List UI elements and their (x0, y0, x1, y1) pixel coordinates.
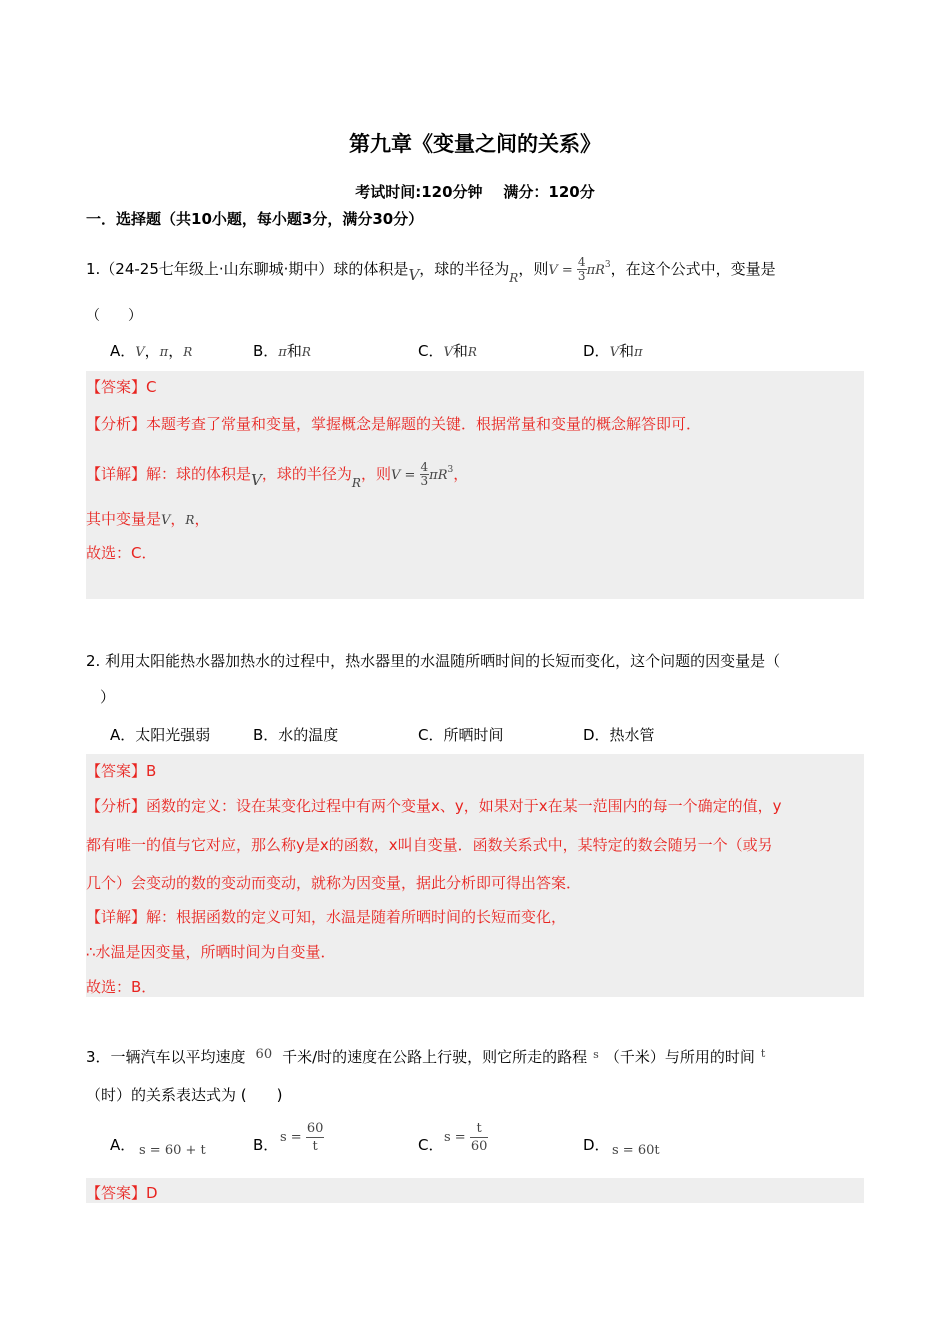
q1-formula-v: V (548, 263, 558, 278)
page-title: 第九章《变量之间的关系》 (349, 132, 601, 156)
q3-option-b-fraction (306, 1120, 325, 1155)
q2-analysis-line3: 几个）会变动的数的变动而变动，就称为因变量，据此分析即可得出答案． (86, 874, 582, 892)
q1-option-c-r: R (467, 345, 477, 359)
q1-option-a-comma2: ， (168, 342, 184, 360)
q3-option-c-label: C． (418, 1136, 444, 1154)
q3-symbol-s: s (593, 1048, 599, 1061)
q1-variables-v: V (161, 513, 171, 528)
q1-formula-numerator: 4 (577, 255, 586, 269)
q3-option-b-lhs: s = (280, 1130, 302, 1145)
q1-detail-formula-denominator: 3 (420, 474, 429, 488)
q1-option-b-label: B． (253, 342, 279, 360)
q3-option-b-numerator: 60 (306, 1121, 324, 1136)
q1-variables-comma2: ， (194, 510, 210, 528)
q3-answer: 【答案】D (86, 1184, 158, 1202)
q2-analysis-line2: 都有唯一的值与它对应，那么称y是x的函数，x叫自变量．函数关系式中，某特定的数会随另一个（或另 (86, 836, 773, 854)
q1-answer: 【答案】C (86, 378, 157, 396)
q1-option-d-label: D． (583, 342, 610, 360)
q3-option-c-fraction (470, 1120, 489, 1155)
q1-detail-r: R (351, 476, 361, 490)
q3-stem-line2: （时）的关系表达式为 ( ) (86, 1086, 283, 1104)
q1-formula (548, 255, 611, 283)
q1-detail-formula-v: V (390, 468, 401, 483)
q3-solution-box (86, 1178, 864, 1203)
q3-option-a (110, 1134, 135, 1155)
q1-variables-text: 其中变量是 (86, 510, 162, 528)
q2-answer: 【答案】B (86, 762, 157, 780)
q1-option-b-he: 和 (286, 342, 302, 360)
q1-detail-text-c: ，则 (360, 465, 391, 483)
q3-option-c (418, 1134, 443, 1155)
q2-analysis-text-1: 函数的定义：设在某变化过程中有两个变量x、y，如果对于x在某一范围内的每一个确定的值，y (146, 797, 782, 815)
q1-option-d-he: 和 (618, 342, 634, 360)
q1-option-a-v: V (135, 345, 145, 360)
q1-detail-formula-eq: = (400, 468, 420, 483)
q1-detail-text-a: 解：球的体积是 (146, 465, 252, 483)
q3-option-c-denominator: 60 (470, 1139, 488, 1154)
q1-variables-line (86, 508, 209, 529)
q1-option-d-pi: π (633, 345, 643, 360)
q2-analysis-line1 (86, 795, 782, 816)
q1-option-d-v: V (609, 345, 619, 360)
q1-formula-exponent: 3 (604, 260, 611, 270)
q1-detail-text-d: ， (453, 465, 469, 483)
q1-formula-fraction (577, 256, 587, 283)
q3-option-b-expr (280, 1120, 324, 1155)
q1-detail-v: V (251, 471, 262, 489)
q1-option-c-v: V (443, 345, 453, 360)
q1-detail (86, 457, 468, 489)
q1-option-c-label: C． (418, 342, 444, 360)
q3-option-b-label: B． (253, 1136, 279, 1154)
q1-detail-formula-exponent: 3 (447, 465, 454, 475)
q2-detail-label: 【详解】 (86, 908, 147, 926)
q1-option-b-r: R (301, 345, 311, 359)
q3-symbol-t: t (760, 1047, 766, 1060)
q3-stem-text-a: 3．一辆汽车以平均速度 (86, 1048, 246, 1066)
q1-option-c-he: 和 (452, 342, 468, 360)
q3-option-d (583, 1134, 610, 1155)
q3-option-a-label: A． (110, 1136, 136, 1154)
q1-stem-mid1: ，球的半径为 (419, 260, 510, 278)
q2-stem-end: ） (100, 688, 116, 706)
q1-formula-pi: π (586, 263, 596, 278)
q3-speed: 60 (255, 1047, 273, 1062)
q1-stem-suffix: ，在这个公式中，变量是 (610, 260, 776, 278)
q3-stem-text-b: 千米/时的速度在公路上行驶，则它所走的路程 (282, 1048, 588, 1066)
q2-choose: 故选：B． (86, 978, 157, 996)
q3-option-a-expr: s = 60 + t (139, 1143, 206, 1158)
q1-option-a-label: A． (110, 342, 136, 360)
q3-stem-text-c: （千米）与所用的时间 (604, 1048, 755, 1066)
q3-option-d-expr: s = 60t (612, 1143, 660, 1158)
q1-formula-eq: = (557, 263, 577, 278)
q2-option-a: A．太阳光强弱 (110, 726, 211, 744)
q1-detail-formula-r: R (437, 468, 448, 483)
q1-option-b-pi: π (278, 345, 287, 360)
q1-option-d (583, 340, 643, 361)
q1-detail-formula-fraction (420, 461, 430, 488)
q1-detail-label: 【详解】 (86, 465, 147, 483)
q1-option-a (110, 340, 192, 361)
q2-detail (86, 906, 566, 927)
q1-stem (86, 252, 776, 284)
q3-option-c-expr (444, 1120, 488, 1155)
q1-analysis (86, 413, 701, 434)
q3-option-d-label: D． (583, 1136, 610, 1154)
q1-variables-r: R (185, 513, 195, 527)
q1-choose: 故选：C． (86, 544, 157, 562)
q1-detail-formula-numerator: 4 (420, 460, 429, 474)
q1-blank: （ ） (86, 308, 142, 324)
q1-detail-text-b: ，球的半径为 (261, 465, 352, 483)
q1-option-a-pi: π (159, 345, 169, 360)
q1-detail-formula-pi: π (429, 468, 438, 483)
q1-option-a-comma1: ， (144, 342, 160, 360)
q2-conclusion: ∴水温是因变量，所晒时间为自变量． (86, 943, 336, 961)
q1-stem-prefix: 1.（24-25七年级上·山东聊城·期中）球的体积是 (86, 260, 409, 278)
q1-analysis-text: 本题考查了常量和变量，掌握概念是解题的关键．根据常量和变量的概念解答即可． (146, 415, 702, 433)
q1-symbol-r: R (509, 271, 519, 285)
q1-formula-r: R (595, 263, 605, 278)
q2-option-b: B．水的温度 (253, 726, 339, 744)
q2-detail-text: 解：根据函数的定义可知，水温是随着所晒时间的长短而变化， (146, 908, 567, 926)
section-heading: 一．选择题（共10小题，每小题3分，满分30分） (86, 210, 424, 228)
q2-analysis-label: 【分析】 (86, 797, 147, 815)
q3-stem (86, 1045, 771, 1071)
q1-variables-comma1: ， (170, 510, 186, 528)
q2-option-d: D．热水管 (583, 726, 655, 744)
q2-stem: 2. 利用太阳能热水器加热水的过程中，热水器里的水温随所晒时间的长短而变化，这个问题的因变量是（ (86, 652, 781, 670)
q1-stem-mid2: ，则 (518, 260, 549, 278)
q2-option-c: C．所晒时间 (418, 726, 504, 744)
q3-option-c-lhs: s = (444, 1130, 466, 1145)
q1-option-b (253, 340, 311, 361)
q3-option-b (253, 1134, 278, 1155)
q1-option-a-r: R (183, 345, 193, 359)
q3-option-b-denominator: t (312, 1139, 318, 1154)
q1-option-c (418, 340, 477, 361)
exam-info: 考试时间:120分钟 满分：120分 (355, 183, 595, 201)
q3-option-c-numerator: t (470, 1120, 489, 1138)
q1-formula-denominator: 3 (577, 269, 586, 283)
q1-analysis-label: 【分析】 (86, 415, 147, 433)
q1-symbol-v: V (408, 266, 420, 284)
